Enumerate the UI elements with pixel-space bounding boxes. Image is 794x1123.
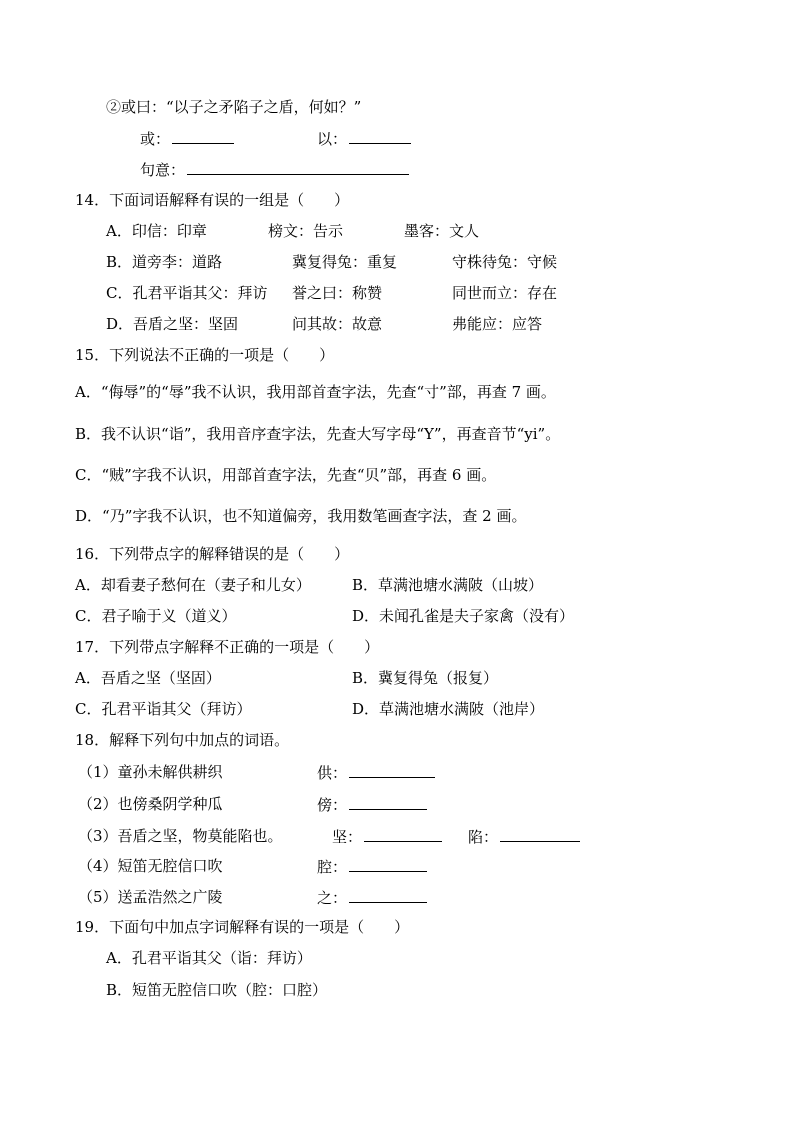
q14-option-a-3: 墨客：文人: [404, 222, 480, 240]
q19-option-b: B．短笛无腔信口吹（腔：口腔）: [106, 981, 328, 999]
q13-part2-stem: ②或曰：“以子之矛陷子之盾，何如？”: [106, 98, 362, 116]
q13-blank-yi-label: 以：: [317, 130, 348, 148]
q18-item-2-label: 傍：: [317, 796, 348, 814]
q13-blank-yi-line[interactable]: [349, 128, 411, 144]
q15-option-a: A．“侮辱”的“辱”我不认识，我用部首查字法，先查“寸”部，再查 7 画。: [75, 383, 556, 401]
q14-option-d-2: 问其故：故意: [292, 315, 383, 333]
q18-item-2-sentence: （2）也傍桑阴学种瓜: [78, 795, 223, 813]
q13-blank-yi: [317, 128, 411, 148]
q18-item-4-blank[interactable]: [349, 856, 427, 872]
q16-stem: 16．下列带点字的解释错误的是（ ）: [75, 545, 350, 563]
q14-option-d-3: 弗能应：应答: [452, 315, 543, 333]
q14-option-b-1: B．道旁李：道路: [106, 253, 223, 271]
q18-item-2-answer: [317, 794, 427, 814]
q14-option-d-1: D．吾盾之坚：坚固: [106, 315, 239, 333]
q16-option-d: D．未闻孔雀是夫子家禽（没有）: [352, 607, 575, 625]
q18-stem: 18．解释下列句中加点的词语。: [75, 731, 290, 749]
q13-blank-huo-label: 或：: [140, 130, 171, 148]
q14-stem: 14．下面词语解释有误的一组是（ ）: [75, 191, 350, 209]
q18-item-3-answer-a: [332, 826, 442, 846]
q15-option-b: B．我不认识“诣”，我用音序查字法，先查大写字母“Y”，再查音节“yi”。: [75, 425, 561, 443]
q14-option-c-3: 同世而立：存在: [452, 284, 558, 302]
q14-option-c-1: C．孔君平诣其父：拜访: [106, 284, 268, 302]
q18-item-5-blank[interactable]: [349, 887, 427, 903]
q14-option-a-1: A．印信：印章: [106, 222, 207, 240]
q15-stem: 15．下列说法不正确的一项是（ ）: [75, 346, 335, 364]
q18-item-4-sentence: （4）短笛无腔信口吹: [78, 857, 223, 875]
q18-item-3-label-b: 陷：: [468, 828, 499, 846]
q17-option-a: A．吾盾之坚（坚固）: [75, 669, 221, 687]
q18-item-1-label: 供：: [317, 764, 348, 782]
q18-item-3-blank-b[interactable]: [500, 826, 580, 842]
q18-item-2-blank[interactable]: [349, 794, 427, 810]
q18-item-1-sentence: （1）童孙未解供耕织: [78, 763, 223, 781]
q14-option-c-2: 誉之曰：称赞: [292, 284, 383, 302]
q13-blank-huo-line[interactable]: [172, 128, 234, 144]
q18-item-4-label: 腔：: [317, 858, 348, 876]
q18-item-3-answer-b: [468, 826, 580, 846]
q13-blank-huo: [140, 128, 234, 148]
q16-option-a: A．却看妻子愁何在（妻子和儿女）: [75, 576, 311, 594]
q13-blank-juyi-line[interactable]: [187, 159, 409, 175]
q15-option-d: D．“乃”字我不认识，也不知道偏旁，我用数笔画查字法，查 2 画。: [75, 507, 527, 525]
q15-option-c: C．“贼”字我不认识，用部首查字法，先查“贝”部，再查 6 画。: [75, 466, 497, 484]
q19-stem: 19．下面句中加点字词解释有误的一项是（ ）: [75, 918, 410, 936]
q18-item-3-blank-a[interactable]: [364, 826, 442, 842]
q17-option-b: B．冀复得兔（报复）: [352, 669, 499, 687]
q13-blank-juyi: [140, 159, 409, 179]
q18-item-3-label-a: 坚：: [332, 828, 363, 846]
q16-option-c: C．君子喻于义（道义）: [75, 607, 237, 625]
q18-item-3-sentence: （3）吾盾之坚，物莫能陷也。: [78, 827, 283, 845]
q19-option-a: A．孔君平诣其父（诣：拜访）: [106, 949, 312, 967]
q17-stem: 17．下列带点字解释不正确的一项是（ ）: [75, 638, 380, 656]
q13-blank-juyi-label: 句意：: [140, 161, 186, 179]
q14-option-b-2: 冀复得兔：重复: [292, 253, 398, 271]
q18-item-1-blank[interactable]: [349, 762, 435, 778]
q14-option-a-2: 榜文：告示: [268, 222, 344, 240]
q18-item-4-answer: [317, 856, 427, 876]
q17-option-d: D．草满池塘水满陂（池岸）: [352, 700, 545, 718]
q18-item-5-label: 之：: [317, 889, 348, 907]
q18-item-5-sentence: （5）送孟浩然之广陵: [78, 888, 223, 906]
q18-item-1-answer: [317, 762, 435, 782]
q16-option-b: B．草满池塘水满陂（山坡）: [352, 576, 544, 594]
q18-item-5-answer: [317, 887, 427, 907]
q14-option-b-3: 守株待兔：守候: [452, 253, 558, 271]
q17-option-c: C．孔君平诣其父（拜访）: [75, 700, 252, 718]
